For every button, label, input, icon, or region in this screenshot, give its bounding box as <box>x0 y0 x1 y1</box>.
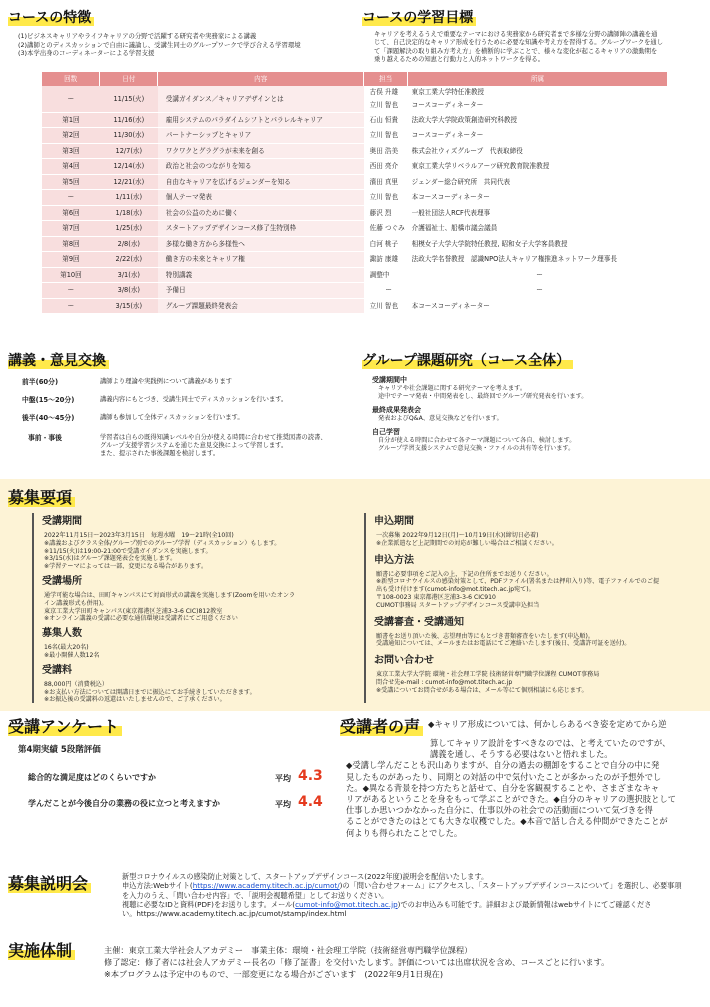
row-staff: 藤沢 烈 <box>364 205 408 221</box>
schedule-row <box>42 205 668 221</box>
row-date: 3/8(水) <box>100 283 158 299</box>
row-date: 11/16(水) <box>100 112 158 128</box>
goals-line: 乗り越えるための知恵と行動力と人的ネットワークを得る。 <box>374 55 545 63</box>
row-affiliation: 本コースコーディネーター <box>408 190 668 206</box>
recruit-item: 受講期間 2022年11月15日〜2023年3月15日 毎週水曜 19〜21時(全10回) ※講義およびクラス全体/グループ別でのグループ学習（ディスカッション）もします。 ※11/15(火)は19:00-21:00で受講ガイダンスを実施します。 ※3/15(水)はグループ課題発表会を実施します。 ※学習テーマによっては一部、変更になる場合があります。 <box>42 516 281 571</box>
row-affiliation: 法政大学大学院政策創造研究科教授 <box>408 112 668 128</box>
goals-text <box>362 31 702 64</box>
goals-section <box>362 8 702 64</box>
row-affiliation: ジェンダー総合研究所 共同代表 <box>408 174 668 190</box>
row-number: 第6回 <box>42 205 100 221</box>
lecture-text: 講師より理論や実践例について講義があります <box>100 378 233 385</box>
feature-item: (3)本学出身のコーディネーターによる学習支援 <box>18 49 155 57</box>
row-staff: 立川 智也 <box>364 128 408 144</box>
row-number: ー <box>42 86 100 112</box>
row-number: 第5回 <box>42 174 100 190</box>
row-date: 12/14(水) <box>100 159 158 175</box>
row-number: 第4回 <box>42 159 100 175</box>
features-list <box>8 32 301 58</box>
row-date: 3/1(水) <box>100 267 158 283</box>
row-staff: 諏訪 康雄 <box>364 252 408 268</box>
voice-body: 算してキャリア設計をすべきなのでは、と考えていたのですが、 講義を通し、そうする必要はないと悟れました。 ◆受講し学んだことも沢山ありますが、自分の過去の棚卸をすることで自分の中に発 見したものがあったり、同期との対話の中で気付いたことが多かったのが予想外でし た。◆異なる背景を持つ方たちと話せて、自分を客観視することや、さまざまなキャ リアがあるということを身をもって学ぶことができた。◆自分のキャリアの選択肢として 仕事しか思いつかなかった自分に、仕事以外の社会での活動面について気づきを得 ることができたのはとても大きな収穫でした。◆本音で話し合える仲間ができたことが 何よりも得られたことでした。 <box>346 738 676 838</box>
group-item: 受講期間中 キャリアや社会課題に関する研究テーマを考えます。 途中でテーマ発表・中間発表をし、最終回でグループ研究発表を行います。 <box>372 376 588 400</box>
recruit-item: 受講場所 通学可能な場合は、田町キャンパスにて対面形式の講義を実施します(Zoomを用いたオンラ イン講義形式も併用)。 東京工業大学田町キャンパス(東京都港区芝浦3-3-6 CIC)812教室 ※オンライン講義の受講に必要な通信環境は受講者にてご用意ください <box>42 575 296 623</box>
academy-link[interactable]: https://www.academy.titech.ac.jp/cumot/ <box>192 881 340 891</box>
recruit-item: 受講審査・受講通知 願書をお送り頂いた後、志望理由等にもとづき書類審査をいたします(申込順)。 受講通知については、メールまたはお電話にてご連絡いたします(後日、受講許可証を送付)。 <box>374 616 631 648</box>
recruit-item: 募集人数 16名(最大20名) ※最小開催人数12名 <box>42 628 100 659</box>
survey-section <box>8 716 122 738</box>
row-number: 第9回 <box>42 252 100 268</box>
group-research-section <box>362 351 692 458</box>
survey-subtitle: 第4期実績 5段階評価 <box>18 745 101 755</box>
row-staff: 立川 智也 <box>364 298 408 314</box>
row-content: 働き方の未来とキャリア権 <box>158 252 364 268</box>
row-number: 第1回 <box>42 112 100 128</box>
row-staff: 白河 桃子 <box>364 236 408 252</box>
recruit-item: 申込方法 願書に必要事項をご記入の上、下記の住所までお送りください。 ※新型コロナウイルスの感染対策として、PDFファイル(署名または押印入り)等、電子ファイルでのご提 出も受け付けます(cumot-info@mot.titech.ac.jp宛て)。 〒108-0023 東京都港区芝浦3-3-6 CIC910 CUMOT事務局 スタートアップデザインコース受講申込担当 <box>374 554 660 609</box>
row-date: 2/22(水) <box>100 252 158 268</box>
recruit-left <box>22 515 352 704</box>
schedule-row <box>42 190 668 206</box>
row-date: 11/30(水) <box>100 128 158 144</box>
info-session-body: 新型コロナウイルスの感染防止対策として、スタートアップデザインコース(2022年度)説明会を配信いたします。 申込方法:Webサイト(https://www.academy.titech.ac.jp/cumot/)の「問い合わせフォーム」にアクセスし、「スタートアップデザインコースについて」を選択し、必要事項 を入力のうえ、「問い合わせ内容」で、「説明会視聴希望」としてお送りください。 視聴に必要なIDと資料(PDF)をお送りします。メール(cumot-info@mot.titech.ac.jp)でのお申込みも可能です。詳細および最新情報はwebサイトにてご確認くださ い。https://www.academy.titech.ac.jp/cumot/stamp/index.html <box>122 872 682 919</box>
row-staff: 濱田 真里 <box>364 174 408 190</box>
score-value: 4.3 <box>298 768 323 784</box>
row-number: 第2回 <box>42 128 100 144</box>
row-content: 個人テーマ発表 <box>158 190 364 206</box>
row-number: 第3回 <box>42 143 100 159</box>
goals-line: じて、自己決定的なキャリア形成を行うために必要な知識や考え方を習得する。グループワークを通し <box>374 39 664 47</box>
schedule-row <box>42 112 668 128</box>
score-label: 平均 <box>275 800 291 809</box>
row-content: 受講ガイダンス／キャリアデザインとは <box>158 86 364 112</box>
row-staff: ー <box>364 283 408 299</box>
recruit-item: お問い合わせ 東京工業大学大学院 環境・社会理工学院 技術経営専門職学位課程 CUMOT事務局 問合せ先e-mail : cumot-info@mot.titech.ac.jp ※受講についてお問合せがある場合は、メール等にて個別相談にも応じます。 <box>374 655 600 694</box>
lecture-label: 事前・事後 <box>28 434 62 442</box>
row-number: ー <box>42 190 100 206</box>
survey-title: 受講アンケート <box>8 716 122 738</box>
row-staff: 奥田 浩美 <box>364 143 408 159</box>
score-label: 平均 <box>275 774 291 783</box>
row-content: グループ課題最終発表会 <box>158 298 364 314</box>
row-affiliation: コースコーディネーター <box>408 99 668 112</box>
lecture-section <box>8 351 109 371</box>
row-affiliation: 株式会社ウィズグループ 代表取締役 <box>408 143 668 159</box>
row-content: スタートアップデザインコース修了生特別枠 <box>158 221 364 237</box>
row-content: ワクワクとグラグラが未来を創る <box>158 143 364 159</box>
row-staff: 石山 恒貴 <box>364 112 408 128</box>
schedule-header-row <box>42 72 668 86</box>
schedule-row <box>42 128 668 144</box>
system-body: 主催：東京工業大学社会人アカデミー 事業主体：環境・社会理工学院（技術経営専門職学位課程） 修了認定：修了者には社会人アカデミー長名の「修了証書」を交付いたします。評価については出席状況を含め、コースごとに行います。 ※本プログラムは予定中のもので、一部変更になる場合がございます (2022年9月1日現在) <box>104 945 610 979</box>
recruit-section <box>8 487 75 509</box>
row-number: 第8回 <box>42 236 100 252</box>
recruit-right <box>354 515 704 695</box>
goals-line: キャリアを考えるうえで重要なテーマにおける実務家から研究者まで多様な分野の講師陣の講義を通 <box>374 31 658 38</box>
row-affiliation: 本コースコーディネーター <box>408 298 668 314</box>
info-session-title: 募集説明会 <box>8 873 91 895</box>
row-content: 社会の公益のために働く <box>158 205 364 221</box>
survey-question: 総合的な満足度はどのくらいですか <box>28 773 156 782</box>
row-content: 特別講義 <box>158 267 364 283</box>
info-session-section <box>8 873 91 895</box>
group-item: 自己学習 自分が使える時間に合わせて各テーマ課題について各自、検討します。 グループ学習支援システムで意見交換・ファイルの共有等を行います。 <box>372 428 576 452</box>
feature-item: (1)ビジネスキャリアやライフキャリアの分野で活躍する研究者や実務家による講義 <box>18 32 257 40</box>
lecture-text: 講義内容にもとづき、受講生同士でディスカッションを行います。 <box>100 396 288 403</box>
lecture-title: 講義・意見交換 <box>8 351 109 371</box>
score-value: 4.4 <box>298 794 323 810</box>
row-number: 第7回 <box>42 221 100 237</box>
row-content: 自由なキャリアを広げるジェンダーを知る <box>158 174 364 190</box>
row-staff: 調整中 <box>364 267 408 283</box>
recruit-title: 募集要項 <box>8 487 75 509</box>
lecture-label: 中盤(15〜20分) <box>22 396 75 404</box>
schedule-row <box>42 159 668 175</box>
col-header-no: 回数 <box>42 72 100 86</box>
schedule-row <box>42 86 668 99</box>
schedule-row <box>42 236 668 252</box>
row-date: 3/15(水) <box>100 298 158 314</box>
recruit-item: 受講料 88,000円（消費税込） ※お支払い方法については開講日までに振込にてお手続きしていただきます。 ※お振込後の受講料の返還はいたしませんので、ご了承ください。 <box>42 664 256 704</box>
row-content: 雇用システムのパラダイムシフトとパラレルキャリア <box>158 112 364 128</box>
row-number: ー <box>42 298 100 314</box>
schedule-row <box>42 298 668 314</box>
lecture-label: 後半(40〜45分) <box>22 414 75 422</box>
schedule-row <box>42 221 668 237</box>
schedule-table <box>42 72 668 314</box>
schedule-row <box>42 283 668 299</box>
row-number: ー <box>42 283 100 299</box>
row-affiliation: 法政大学名誉教授 認識NPO法人キャリア権推進ネットワーク理事長 <box>408 252 668 268</box>
row-staff: 西田 亮介 <box>364 159 408 175</box>
row-affiliation: コースコーディネーター <box>408 128 668 144</box>
email-link[interactable]: cumot-info@mot.titech.ac.jp <box>295 899 398 909</box>
row-affiliation: ー <box>408 283 668 299</box>
row-number: 第10回 <box>42 267 100 283</box>
voice-title: 受講者の声 <box>340 716 423 738</box>
features-section <box>8 8 301 58</box>
row-affiliation: 一般社団法人RCF代表理事 <box>408 205 668 221</box>
row-date: 1/11(水) <box>100 190 158 206</box>
row-affiliation: 相模女子大学大学院特任教授, 昭和女子大学客員教授 <box>408 236 668 252</box>
row-date: 2/8(水) <box>100 236 158 252</box>
survey-question: 学んだことが今後自分の業務の役に立つと考えますか <box>28 799 220 808</box>
schedule-row <box>42 267 668 283</box>
col-header-content: 内容 <box>158 72 364 86</box>
row-staff: 立川 智也 <box>364 99 408 112</box>
schedule-row <box>42 143 668 159</box>
schedule-row <box>42 174 668 190</box>
features-title: コースの特徴 <box>8 8 94 28</box>
goals-title: コースの学習目標 <box>362 8 476 28</box>
row-content: 予備日 <box>158 283 364 299</box>
lecture-label: 前半(60分) <box>22 378 59 386</box>
lecture-text: 学習者は自らの既得知識レベルや自分が使える時間に合わせて推奨図書の読書、 グループ支援学習システムを通じた意見交換によって学習します。 また、提示された事後課題を検討します。 <box>100 434 327 457</box>
voice-line: ◆キャリア形成については、何かしらあるべき姿を定めてから逆 <box>428 719 667 729</box>
row-date: 1/18(水) <box>100 205 158 221</box>
row-affiliation: 介護福祉士、船橋市議会議員 <box>408 221 668 237</box>
row-affiliation: 東京工業大学リベラルアーツ研究教育院准教授 <box>408 159 668 175</box>
row-date: 1/25(水) <box>100 221 158 237</box>
row-affiliation: 東京工業大学特任准教授 <box>408 86 668 99</box>
row-staff: 立川 智也 <box>364 190 408 206</box>
goals-line: て「課題解決の取り組み方考え方」を横断的に学ぶことで、様々な変化が起こるキャリアの激動期を <box>374 47 658 55</box>
row-date: 12/21(水) <box>100 174 158 190</box>
row-content: 政治と社会のつながりを知る <box>158 159 364 175</box>
row-staff: 佐藤 つぐみ <box>364 221 408 237</box>
col-header-affiliation: 所属 <box>408 72 668 86</box>
recruit-item: 申込期間 一次募集 2022年9月12日(月)〜10月19日(水)(締切日必着) ※企業派遣など上記期間での対応が難しい場合はご相談ください。 <box>374 516 558 547</box>
row-date: 12/7(水) <box>100 143 158 159</box>
voice-section <box>340 716 702 839</box>
row-content: パートナーシップとキャリア <box>158 128 364 144</box>
system-section <box>8 940 75 962</box>
feature-item: (2)講師とのディスカッションで自由に議論し、受講生同士のグループワークで学び合える学習環境 <box>18 40 301 49</box>
row-date: 11/15(火) <box>100 86 158 112</box>
group-research-title: グループ課題研究（コース全体） <box>362 351 573 371</box>
schedule-row <box>42 252 668 268</box>
col-header-staff: 担当 <box>364 72 408 86</box>
lecture-text: 講師も参加して全体ディスカッションを行います。 <box>100 414 244 421</box>
group-item: 最終成果発表会 発表およびQ&A、意見交換などを行います。 <box>372 406 503 422</box>
schedule-table-wrap <box>42 72 668 314</box>
system-title: 実施体制 <box>8 940 75 962</box>
row-content: 多様な働き方から多様性へ <box>158 236 364 252</box>
row-affiliation: ー <box>408 267 668 283</box>
col-header-date: 日付 <box>100 72 158 86</box>
row-staff: 古俣 升雄 <box>364 86 408 99</box>
